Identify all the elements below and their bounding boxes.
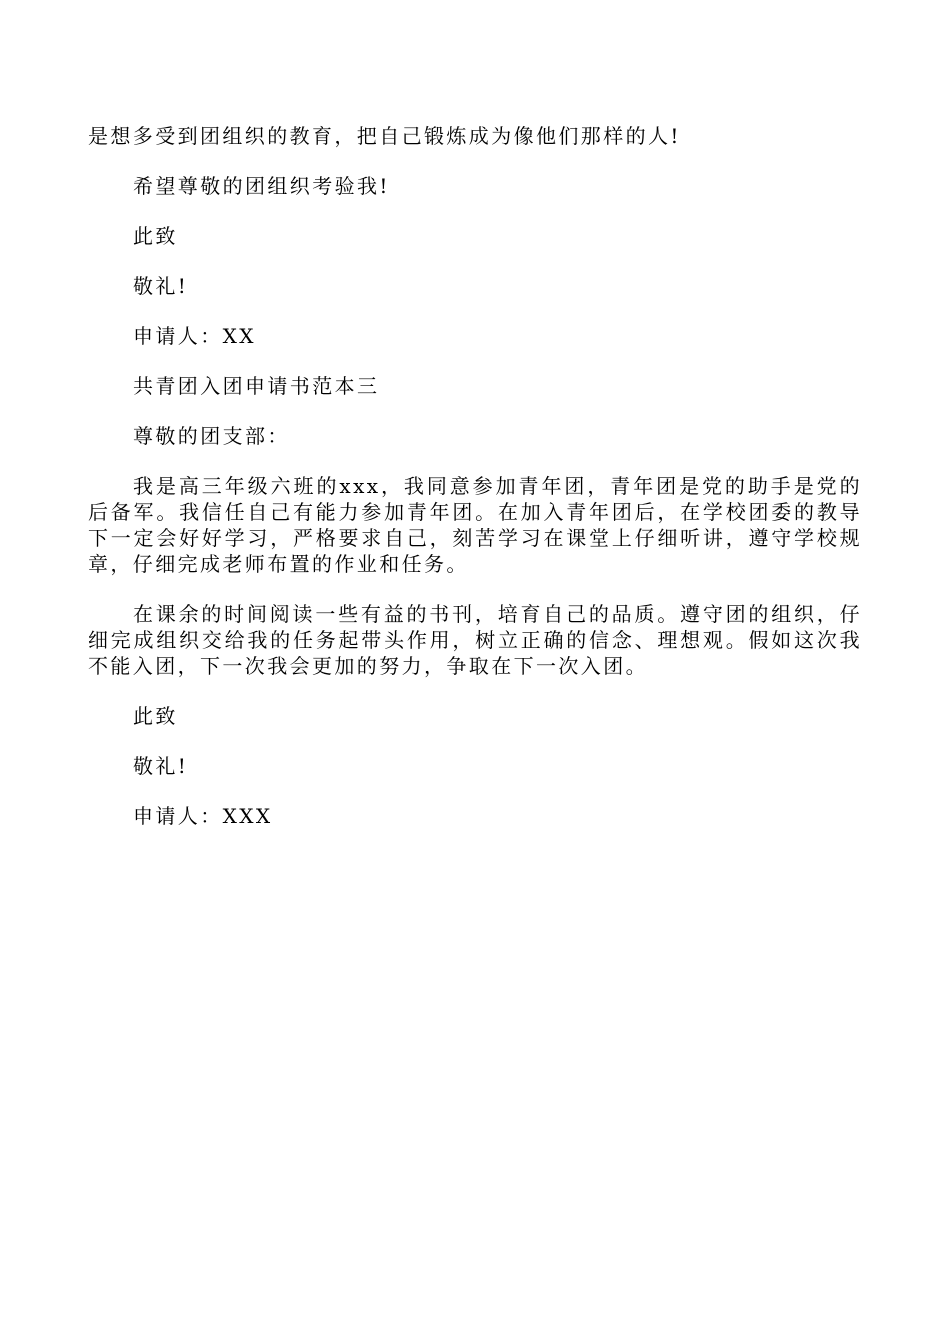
paragraph-body-1: 我是高三年级六班的xxx，我同意参加青年团，青年团是党的助手是党的后备军。我信任自己有能力参加青年团。在加入青年团后，在学校团委的教导下一定会好好学习，严格要求自己，刻苦学习在课堂上仔细听讲，遵守学校规章，仔细完成老师布置的作业和任务。 <box>88 474 862 576</box>
applicant-signature-2: 申请人：XXX <box>133 804 273 828</box>
paragraph-continuation: 是想多受到团组织的教育，把自己锻炼成为像他们那样的人! <box>88 124 681 148</box>
paragraph-body-2: 在课余的时间阅读一些有益的书刊，培育自己的品质。遵守团的组织，仔细完成组织交给我的任务起带头作用，树立正确的信念、理想观。假如这次我不能入团，下一次我会更加的努力，争取在下一次入团。 <box>88 602 862 678</box>
closing-jingli-2: 敬礼! <box>133 754 189 778</box>
salutation: 尊敬的团支部： <box>133 424 290 448</box>
paragraph-hope: 希望尊敬的团组织考验我! <box>133 174 390 198</box>
closing-cizhi-2: 此致 <box>133 704 178 728</box>
section-title: 共青团入团申请书范本三 <box>133 374 380 398</box>
closing-cizhi: 此致 <box>133 224 178 248</box>
applicant-signature: 申请人：XX <box>133 324 256 348</box>
closing-jingli: 敬礼! <box>133 274 189 298</box>
document-page <box>88 123 862 853</box>
